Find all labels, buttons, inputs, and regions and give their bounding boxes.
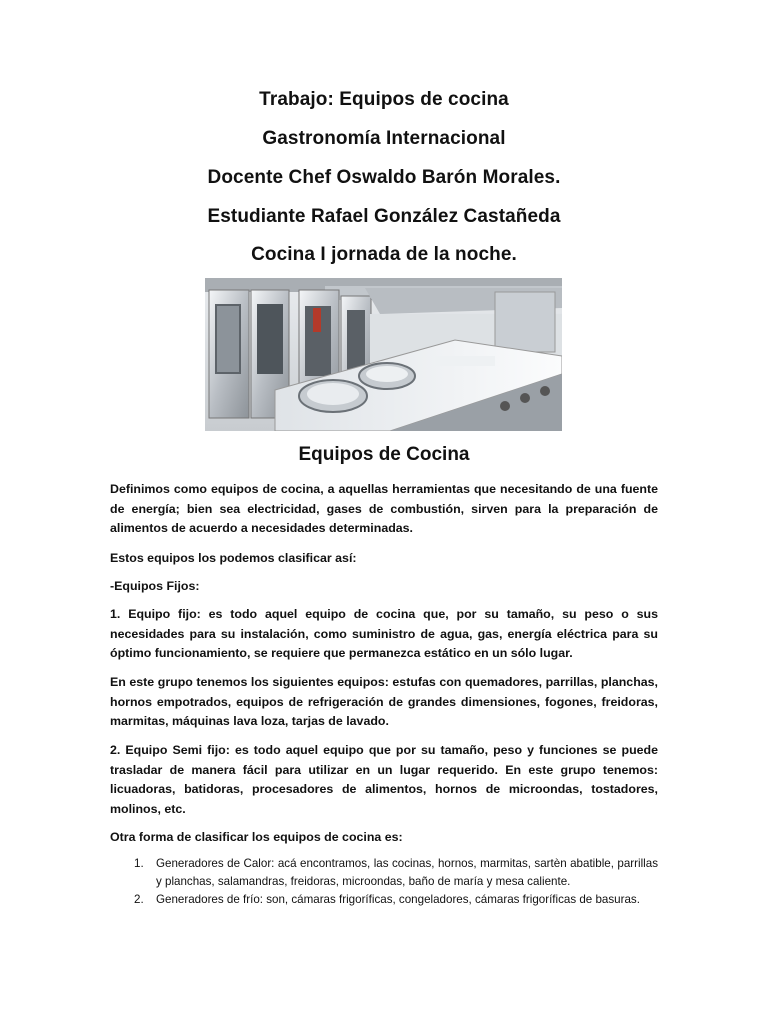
course-name: Gastronomía Internacional — [262, 128, 506, 149]
list-item-text: Generadores de Calor: acá encontramos, las cocinas, hornos, marmitas, sartèn abatible, parrillas y planchas, salamandras, freidoras, microondas, baño de maría y mesa caliente. — [156, 857, 658, 888]
list-item-number: 2. — [134, 893, 144, 906]
document-title: Trabajo: Equipos de cocina — [259, 89, 509, 110]
classification-intro: Estos equipos los podemos clasificar así: — [110, 551, 357, 565]
definition-paragraph: Definimos como equipos de cocina, a aquellas herramientas que necesitando de una fuente de energía; bien sea electricidad, gases de combustión, sirven para la preparación de alimentos de acuerdo a necesidades determinadas. — [110, 482, 658, 535]
kitchen-illustration — [205, 278, 562, 431]
list-item-text: Generadores de frío: son, cámaras frigoríficas, congeladores, cámaras frigoríficas de basuras. — [156, 893, 640, 906]
section-title: Equipos de Cocina — [298, 444, 470, 465]
student-name: Estudiante Rafael González Castañeda — [207, 206, 561, 227]
class-schedule: Cocina I jornada de la noche. — [251, 244, 517, 265]
kitchen-equipment-photo — [205, 278, 562, 431]
list-item — [110, 891, 658, 909]
list-item — [110, 855, 658, 891]
other-classification-intro: Otra forma de clasificar los equipos de cocina es: — [110, 830, 403, 844]
fixed-equipment-paragraph: 1. Equipo fijo: es todo aquel equipo de cocina que, por su tamaño, su peso o sus necesidades para su instalación, como suministro de agua, gas, energía eléctrica para su óptimo funcionamiento, se requiere que permanezca estático en un sólo lugar. — [110, 607, 658, 660]
semi-fixed-equipment-paragraph: 2. Equipo Semi fijo: es todo aquel equipo que por su tamaño, peso y funciones se puede trasladar de manera fácil para utilizar en un lugar requerido. En este grupo tenemos: licuadoras, batidoras, procesadores de alimentos, hornos de microondas, tostadores, molinos, etc. — [110, 743, 658, 816]
list-item-number: 1. — [134, 857, 144, 870]
fixed-equipment-list-paragraph: En este grupo tenemos los siguientes equipos: estufas con quemadores, parrillas, planchas, hornos empotrados, equipos de refrigeración de grandes dimensiones, fogones, freidoras, marmitas, máquinas lava loza, tarjas de lavado. — [110, 675, 658, 728]
fixed-equipment-heading: -Equipos Fijos: — [110, 579, 200, 593]
teacher-name: Docente Chef Oswaldo Barón Morales. — [207, 167, 561, 188]
classification-list — [110, 855, 658, 909]
